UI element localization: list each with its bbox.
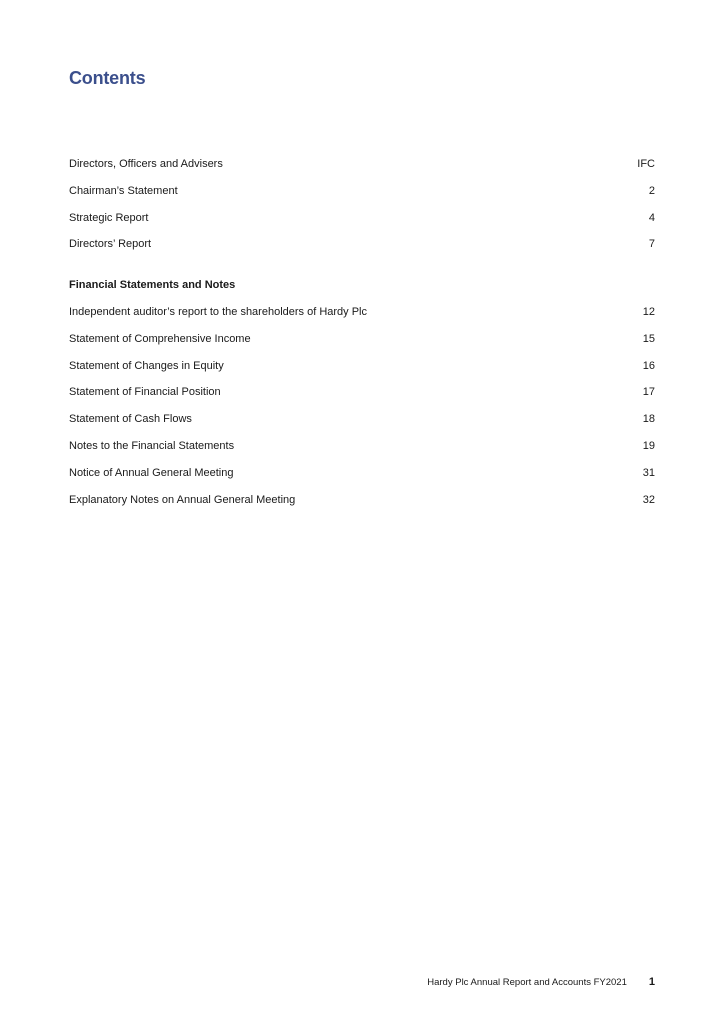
toc-entry (69, 385, 655, 412)
toc-entry-label: Directors’ Report (69, 238, 152, 251)
toc-entry-label: Statement of Comprehensive Income (69, 332, 251, 345)
toc-entry-page: 15 (642, 332, 655, 345)
toc-entry-page: IFC (637, 158, 655, 170)
toc-entry-label: Notice of Annual General Meeting (69, 466, 234, 479)
toc-entry (69, 466, 655, 493)
toc-entry-label: Statement of Cash Flows (69, 413, 192, 426)
footer-page-number: 1 (648, 976, 655, 988)
toc-entry-page: 17 (642, 386, 655, 399)
toc-entry-label: Notes to the Financial Statements (69, 439, 235, 452)
toc-entry-page: 18 (642, 413, 655, 426)
toc-entry-page: 32 (642, 493, 655, 506)
toc-entry-label: Directors, Officers and Advisers (69, 158, 223, 170)
toc-entry-page: 19 (642, 439, 655, 452)
toc-entry-page: 4 (648, 211, 655, 224)
toc-list-financial (69, 305, 655, 519)
toc-entry-label: Strategic Report (69, 211, 149, 224)
toc-entry-page: 7 (648, 238, 655, 251)
toc-entry (69, 493, 655, 520)
toc-entry (69, 332, 655, 359)
toc-entry (69, 157, 655, 184)
page-footer (0, 976, 655, 988)
page-title: Contents (69, 68, 146, 88)
toc-entry-label: Statement of Changes in Equity (69, 359, 224, 372)
toc-entry (69, 211, 655, 238)
toc-entry-page: 31 (642, 466, 655, 479)
toc-entry-label: Explanatory Notes on Annual General Meeting (69, 493, 296, 506)
section-heading: Financial Statements and Notes (69, 279, 236, 291)
toc-entry (69, 412, 655, 439)
toc-entry-label: Independent auditor’s report to the shareholders of Hardy Plc (69, 306, 367, 318)
toc-entry-label: Statement of Financial Position (69, 386, 221, 399)
toc-entry (69, 184, 655, 211)
toc-entry (69, 439, 655, 466)
footer-text: Hardy Plc Annual Report and Accounts FY2021 (427, 977, 627, 988)
toc-entry-page: 12 (642, 306, 655, 318)
toc-entry-page: 16 (642, 359, 655, 372)
toc-entry (69, 359, 655, 386)
toc-entry-page: 2 (648, 184, 655, 197)
toc-list-main (69, 157, 655, 264)
toc-entry (69, 305, 655, 332)
toc-entry (69, 237, 655, 264)
toc-entry-label: Chairman’s Statement (69, 184, 178, 197)
